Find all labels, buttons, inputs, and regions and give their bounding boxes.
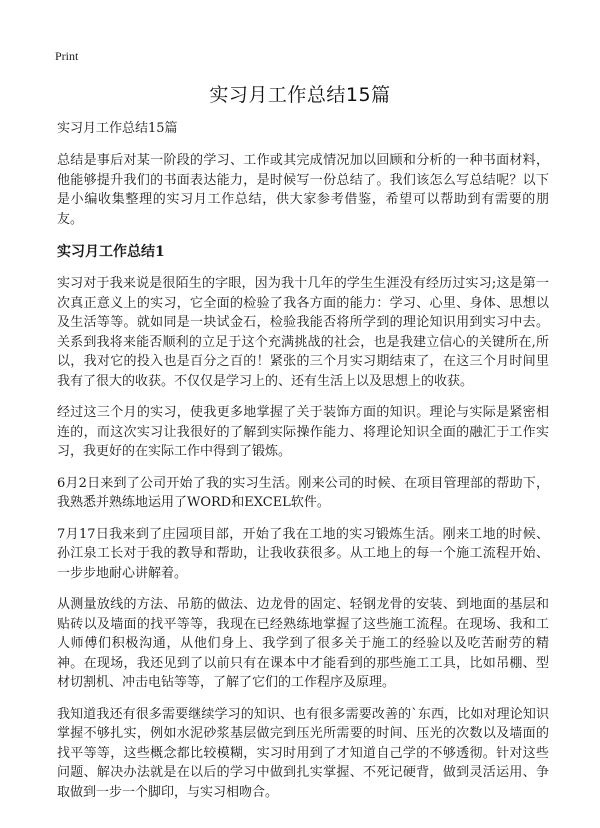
section-heading: 实习月工作总结1: [57, 244, 165, 260]
article-subtitle: 实习月工作总结15篇: [57, 121, 178, 136]
section-paragraph: 从测量放线的方法、吊筋的做法、边龙骨的固定、轻钢龙骨的安装、到地面的基层和贴砖以及墙面的找平等等，我现在已经熟练地掌握了这些施工流程。在现场、我和工人师傅们积极沟通，从他们身上、我学到了很多关于施工的经验以及吃苦耐劳的精神。在现场，我还见到了以前只有在课本中才能看到的那些施工工具，比如吊棚、型材切割机、冲击电钻等等，了解了它们的工作程序及原理。: [57, 597, 549, 690]
page-title: 实习月工作总结15篇: [209, 84, 391, 106]
section-paragraph: 7月17日我来到了庄园项目部，开始了我在工地的实习锻炼生活。刚来工地的时候、孙江泉工长对于我的教导和帮助，让我收获很多。从工地上的每一个施工流程开始、一步步地耐心讲解着。: [57, 526, 549, 581]
article-body: [57, 119, 549, 814]
print-link[interactable]: Print: [55, 49, 79, 63]
section-paragraph: 6月2日来到了公司开始了我的实习生活。刚来公司的时候、在项目管理部的帮助下，我熟悉并熟练地运用了WORD和EXCEL软件。: [57, 475, 549, 510]
section-paragraph: 经过这三个月的实习，使我更多地掌握了关于装饰方面的知识。理论与实际是紧密相连的，而这次实习让我很好的了解到实际操作能力、将理论知识全面的融汇于工作实习，我更好的在实际工作中得到了锻炼。: [57, 405, 549, 459]
section-paragraph: 实习对于我来说是很陌生的字眼，因为我十几年的学生生涯没有经历过实习;这是第一次真正意义上的实习，它全面的检验了我各方面的能力：学习、心里、身体、思想以及生活等等。就如同是一块试金石，检验我能否将所学到的理论知识用到实习中去。关系到我将来能否顺利的立足于这个充满挑战的社会，也是我建立信心的关键所在,所以，我对它的投入也是百分之百的！紧张的三个月实习期结束了，在这三个月时间里我有了很大的收获。不仅仅是学习上的、还有生活上以及思想上的收获。: [57, 276, 549, 389]
section-paragraph: 我知道我还有很多需要继续学习的知识、也有很多需要改善的`东西，比如对理论知识掌握不够扎实，例如水泥砂浆基层做完到压光所需要的时间、压光的次数以及墙面的找平等等，这些概念都比较模糊，实习时用到了才知道自己学的不够透彻。针对这些问题、解决办法就是在以后的学习中做到扎实掌握、不死记硬背，做到灵活运用、争取做到一步一个脚印，与实习相吻合。: [57, 706, 549, 800]
intro-paragraph: 总结是事后对某一阶段的学习、工作或其完成情况加以回顾和分析的一种书面材料，他能够提升我们的书面表达能力，是时候写一份总结了。我们该怎么写总结呢？以下是小编收集整理的实习月工作总结，供大家参考借鉴，希望可以帮助到有需要的朋友。: [57, 153, 549, 227]
